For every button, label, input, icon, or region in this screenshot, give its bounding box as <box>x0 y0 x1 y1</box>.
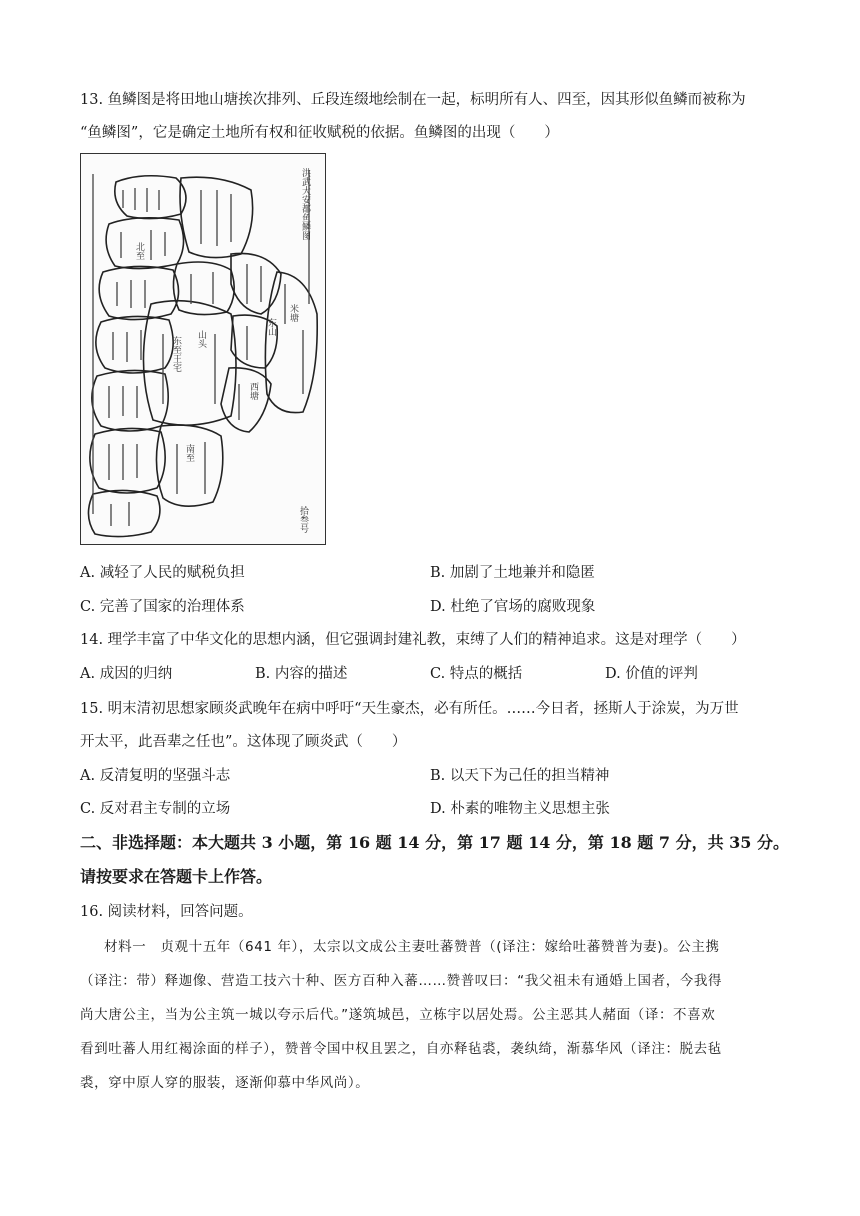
section2-heading-line1: 二、非选择题：本大题共 3 小题，第 16 题 14 分，第 17 题 14 分，第 18 题 7 分，共 35 分。 <box>80 833 789 852</box>
q14-option-a[interactable]: A. 成因的归纳 <box>80 666 173 682</box>
map-plot-label: 东山 <box>266 318 276 336</box>
map-plot-outline <box>115 176 186 219</box>
map-plot-outline <box>180 177 253 257</box>
q16-stem: 16. 阅读材料，回答问题。 <box>80 904 253 920</box>
section2-heading-line2: 请按要求在答题卡上作答。 <box>80 867 273 886</box>
map-plot-label: 西塘 <box>248 382 258 400</box>
q15-option-b[interactable]: B. 以天下为己任的担当精神 <box>430 768 610 784</box>
map-title-text: 洪武大安都鱼鳞图 <box>300 168 310 240</box>
map-corner-text: 拾叁号 <box>298 506 308 533</box>
q15-stem-line2: 开太平，此吾辈之任也”。这体现了顾炎武（ ） <box>80 734 407 750</box>
q15-option-c[interactable]: C. 反对君主专制的立场 <box>80 801 231 817</box>
q13-option-d[interactable]: D. 杜绝了官场的腐败现象 <box>430 599 596 615</box>
q16-material1-line: （译注：带）释迦像、营造工技六十种、医方百种入蕃……赞普叹曰：“我父祖未有通婚上国者，今我得 <box>80 973 723 989</box>
map-plot-outline <box>173 262 234 315</box>
q13-stem-line2: “鱼鳞图”，它是确定土地所有权和征收赋税的依据。鱼鳞图的出现（ ） <box>80 125 559 141</box>
map-handwriting-strokes <box>93 170 309 526</box>
q13-option-c[interactable]: C. 完善了国家的治理体系 <box>80 599 245 615</box>
fish-scale-map-drawing <box>81 154 325 544</box>
q13-option-a[interactable]: A. 减轻了人民的赋税负担 <box>80 565 245 581</box>
q15-stem-line1: 15. 明末清初思想家顾炎武晚年在病中呼吁“天生豪杰，必有所任。……今日者，拯斯人于涂炭，为万世 <box>80 701 739 717</box>
q16-material1-line: 裘，穿中原人穿的服装，逐渐仰慕中华风尚）。 <box>80 1075 370 1091</box>
q14-option-d[interactable]: D. 价值的评判 <box>605 666 698 682</box>
map-plot-label: 山头 <box>196 330 206 348</box>
map-plot-outline <box>156 425 222 506</box>
map-plot-outline <box>99 266 178 319</box>
q14-stem: 14. 理学丰富了中华文化的思想内涵，但它强调封建礼教，束缚了人们的精神追求。这是对理学（ ） <box>80 632 746 648</box>
q13-stem-line1: 13. 鱼鳞图是将田地山塘挨次排列、丘段连缀地绘制在一起，标明所有人、四至，因其形似鱼鳞而被称为 <box>80 92 746 108</box>
q16-material1-line: 尚大唐公主，当为公主筑一城以夸示后代。”遂筑城邑，立栋宇以居处焉。公主恶其人赭面（译：不喜欢 <box>80 1007 716 1023</box>
q16-material1-line: 材料一 贞观十五年（641 年），太宗以文成公主妻吐蕃赞普（(译注：嫁给吐蕃赞普为妻)。公主携 <box>104 939 720 955</box>
map-plot-label: 北至 <box>134 242 144 260</box>
q13-option-b[interactable]: B. 加剧了土地兼并和隐匿 <box>430 565 595 581</box>
map-plot-label: 米塘 <box>288 304 298 322</box>
map-plot-label: 南至 <box>184 444 194 462</box>
map-plot-outline <box>90 428 165 493</box>
q14-option-c[interactable]: C. 特点的概括 <box>430 666 523 682</box>
q15-option-d[interactable]: D. 朴素的唯物主义思想主张 <box>430 801 610 817</box>
fish-scale-map-figure <box>80 153 326 545</box>
map-plot-outline <box>221 368 271 432</box>
map-plot-outline <box>88 490 159 536</box>
q15-option-a[interactable]: A. 反清复明的坚强斗志 <box>80 768 231 784</box>
q14-option-b[interactable]: B. 内容的描述 <box>255 666 348 682</box>
map-plot-outline <box>106 218 183 269</box>
map-plot-label: 东至王宅 <box>171 336 181 372</box>
map-plot-outline <box>96 316 173 373</box>
q16-material1-line: 看到吐蕃人用红褐涂面的样子），赞普令国中权且罢之，自亦释毡裘，袭纨绮，渐慕华风（译注：脱去毡 <box>80 1041 722 1057</box>
